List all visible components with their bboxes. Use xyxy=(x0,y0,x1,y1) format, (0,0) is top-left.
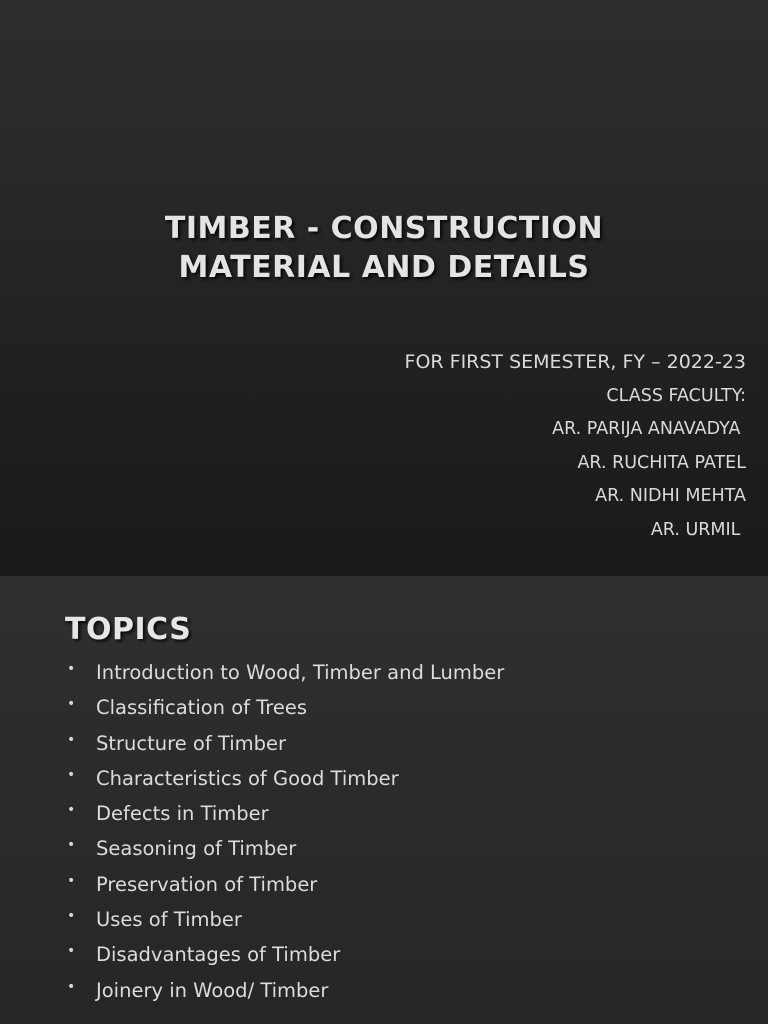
topic-label: Introduction to Wood, Timber and Lumber xyxy=(96,661,505,684)
topic-label: Uses of Timber xyxy=(96,908,242,932)
topic-item xyxy=(65,973,504,1008)
bullet-icon: • xyxy=(67,766,76,783)
topic-label: Joinery in Wood/ Timber xyxy=(96,978,329,1002)
topic-item xyxy=(65,761,504,796)
topic-label: Structure of Timber xyxy=(96,731,287,755)
topic-label: Disadvantages of Timber xyxy=(96,943,341,967)
faculty-name: AR. RUCHITA PATEL xyxy=(577,452,746,473)
topic-item xyxy=(65,796,504,831)
topic-item xyxy=(65,726,504,761)
bullet-icon: • xyxy=(67,908,76,925)
slide-title-line-1: TIMBER - CONSTRUCTION xyxy=(164,211,604,246)
bullet-icon: • xyxy=(67,802,76,819)
topic-label: Preservation of Timber xyxy=(96,872,318,896)
bullet-icon: • xyxy=(67,872,76,889)
topic-item xyxy=(65,937,504,972)
bullet-icon: • xyxy=(67,731,76,748)
bullet-icon: • xyxy=(67,696,76,713)
bullet-icon: • xyxy=(67,978,76,995)
slide-title-line-2: MATERIAL AND DETAILS xyxy=(178,250,590,285)
topics-slide xyxy=(0,576,768,1024)
topic-item xyxy=(65,867,504,902)
slide-title xyxy=(0,209,768,287)
topic-item xyxy=(65,655,504,690)
topics-heading: TOPICS xyxy=(65,612,192,647)
bullet-icon: • xyxy=(67,837,76,854)
topic-label: Seasoning of Timber xyxy=(96,837,297,861)
faculty-name: AR. URMIL xyxy=(650,519,746,540)
topic-label: Classification of Trees xyxy=(96,696,308,720)
bullet-icon: • xyxy=(67,661,76,677)
topic-item xyxy=(65,902,504,937)
faculty-name: AR. NIDHI MEHTA xyxy=(595,486,746,506)
topic-item xyxy=(65,690,504,725)
semester-line: FOR FIRST SEMESTER, FY – 2022-23 xyxy=(404,351,746,373)
bullet-icon: • xyxy=(67,943,76,960)
faculty-heading: CLASS FACULTY: xyxy=(606,385,746,406)
topics-list xyxy=(65,655,504,1008)
slide-subtitle xyxy=(405,346,746,547)
topic-label: Characteristics of Good Timber xyxy=(96,766,399,790)
faculty-name: AR. PARIJA ANAVADYA xyxy=(552,419,746,439)
topic-item xyxy=(65,831,504,866)
topic-label: Defects in Timber xyxy=(96,802,269,826)
